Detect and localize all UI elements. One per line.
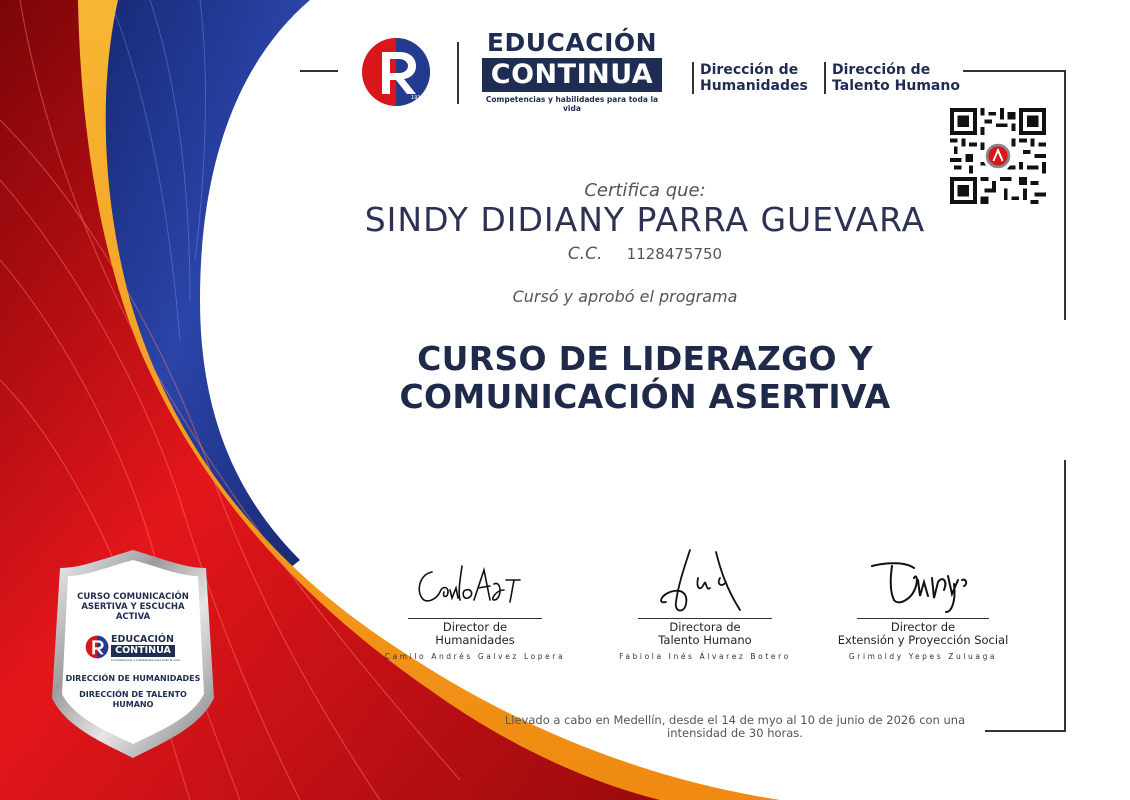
frame-line-bottom-right (985, 730, 1066, 732)
signature-line-2 (638, 618, 772, 619)
signature-grimoldy (858, 556, 988, 614)
sig2-role-line1: Directora de (669, 620, 741, 634)
sig2-role-line2: Talento Humano (658, 633, 752, 647)
badge-dept2-line2: HUMANO (112, 700, 154, 709)
badge-r-logo (85, 635, 109, 659)
course-title (345, 340, 945, 416)
brand-tagline: Competencias y habilidades para toda la vida (485, 95, 659, 113)
signature-line-3 (857, 618, 989, 619)
badge-title-line1: CURSO COMUNICACIÓN (77, 592, 189, 602)
dept1-line2: Humanidades (700, 78, 808, 94)
recipient-name: SINDY DIDIANY PARRA GUEVARA (364, 200, 926, 239)
frame-line-top-left (300, 70, 338, 72)
dept2-line2: Talento Humano (832, 78, 960, 94)
certifica-label: Certifica que: (584, 180, 706, 201)
educacion-continua-logo (482, 28, 662, 113)
brand-top: EDUCACIÓN (486, 28, 658, 57)
signature-fabiola (640, 548, 770, 614)
footer-line2: intensidad de 30 horas. (667, 726, 803, 740)
signature-name-2: Fabiola Inés Álvarez Botero (619, 652, 791, 661)
footer-note (480, 714, 990, 740)
signature-block-1 (370, 560, 580, 661)
badge-brand-banner: CONTINUA (111, 645, 175, 657)
badge-dept-talento (64, 690, 202, 710)
sig1-role-line1: Director de (442, 620, 508, 634)
signature-block-3 (823, 556, 1023, 661)
course-title-line1: CURSO DE LIDERAZGO Y (417, 339, 873, 378)
course-title-line2: COMUNICACIÓN ASERTIVA (399, 377, 891, 416)
brand-banner: CONTINUA (482, 58, 662, 92)
badge-title (64, 592, 202, 622)
header-divider (457, 42, 459, 104)
badge-brand-tagline: Competencias y habilidades para toda la vida (111, 658, 180, 662)
qr-code[interactable] (950, 108, 1046, 204)
dept1-line1: Dirección de (700, 62, 799, 78)
badge-educacion-continua-logo (85, 634, 181, 662)
badge-dept2-line1: DIRECCIÓN DE TALENTO (79, 690, 187, 699)
signature-name-1: Camilo Andrés Galvez Lopera (384, 652, 566, 661)
sig1-role-line2: Humanidades (435, 633, 515, 647)
badge-brand-top: EDUCACIÓN (111, 634, 174, 645)
logo-year: 1915 (411, 95, 424, 101)
dept-humanidades (700, 62, 808, 94)
id-row (520, 244, 770, 264)
program-intro: Cursó y aprobó el programa (512, 287, 738, 306)
signature-line-1 (408, 618, 542, 619)
frame-line-right-upper (1064, 70, 1066, 320)
signature-role-1 (370, 621, 580, 647)
id-label: C.C. (567, 244, 603, 264)
frame-line-top-right (963, 70, 1066, 72)
signature-camilo (410, 560, 540, 614)
badge-dept-humanidades: DIRECCIÓN DE HUMANIDADES (65, 674, 201, 683)
dept2-line1: Dirección de (832, 62, 931, 78)
id-number: 1128475750 (626, 245, 723, 263)
sig3-role-line1: Director de (890, 620, 956, 634)
badge-content (64, 592, 202, 710)
signature-block-2 (600, 548, 810, 661)
dept1-divider (692, 62, 694, 94)
dept2-divider (824, 62, 826, 94)
dept-talento-humano (832, 62, 960, 94)
badge-title-line3: ACTIVA (115, 612, 151, 622)
sig3-role-line2: Extensión y Proyección Social (837, 633, 1009, 647)
badge-title-line2: ASERTIVA Y ESCUCHA (81, 602, 185, 612)
frame-line-right-lower (1064, 460, 1066, 732)
signature-name-3: Grimoldy Yepes Zuluaga (848, 652, 998, 661)
footer-line1: Llevado a cabo en Medellín, desde el 14 de myo al 10 de junio de 2026 con una (504, 713, 966, 727)
r-logo (360, 36, 432, 108)
signature-role-2 (600, 621, 810, 647)
signature-role-3 (823, 621, 1023, 647)
